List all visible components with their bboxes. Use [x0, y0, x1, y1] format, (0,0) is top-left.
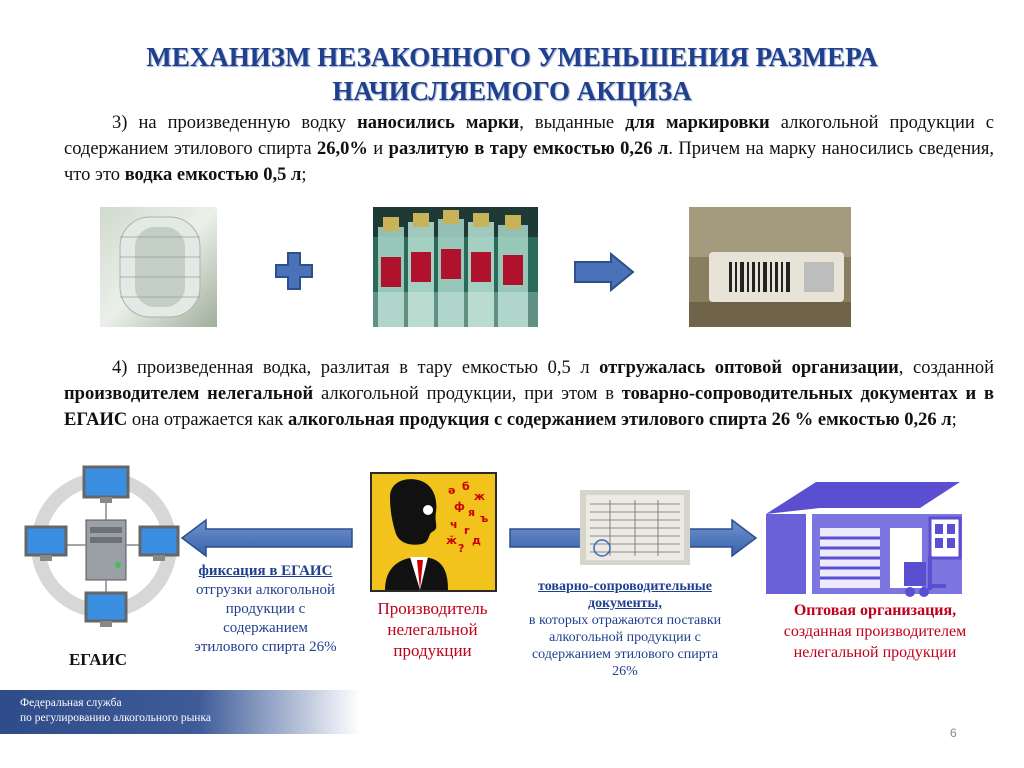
p3-bold-2: для маркировки [625, 113, 770, 133]
egais-fixation-link[interactable]: фиксация в ЕГАИС [198, 563, 333, 579]
svg-text:я: я [468, 506, 476, 519]
svg-text:ч: ч [450, 518, 458, 531]
producer-caption-line-3: продукции [393, 641, 472, 660]
p4-text-1: 4) произведенная водка, разлитая в тару емкостью 0,5 л [112, 358, 600, 378]
egais-caption-line-4: этилового спирта 26% [194, 639, 337, 655]
slide-title [60, 40, 964, 108]
right-arrow-icon [573, 252, 635, 292]
egais-network-icon [22, 465, 182, 645]
server-icon [86, 520, 126, 580]
footer-line-2: по регулированию алкогольного рынка [20, 712, 211, 724]
p3-text-6: ; [301, 165, 307, 185]
wholesale-caption-line-2: нелегальной продукции [793, 644, 957, 661]
svg-text:r: r [464, 524, 470, 537]
svg-text:?: ? [458, 542, 465, 555]
producer-caption [355, 598, 510, 661]
p3-bold-3: 26,0% [317, 139, 368, 159]
paragraph-3 [64, 110, 994, 188]
p4-bold-1: отгружалась оптовой организации [599, 358, 899, 378]
egais-caption-line-3: содержанием [223, 620, 308, 636]
excise-stamp-closeup-photo [689, 207, 851, 327]
egais-fixation-caption [178, 562, 353, 657]
wholesale-caption [755, 600, 995, 663]
title-line-1: МЕХАНИЗМ НЕЗАКОННОГО УМЕНЬШЕНИЯ РАЗМЕРА [146, 42, 878, 72]
footer-text [20, 696, 211, 726]
monitor-icon-left [26, 527, 66, 561]
wholesale-caption-line-1: созданная производителем [783, 623, 967, 640]
forklift-icon [898, 556, 948, 598]
svg-text:ж: ж [474, 490, 485, 503]
wholesale-caption-title: Оптовая организация, [793, 602, 957, 619]
footer-banner [0, 690, 360, 734]
p3-text-3: алкогольной продукции с содержанием этилового спирта [64, 113, 995, 159]
monitor-icon-right [140, 527, 178, 561]
left-arrow-icon [180, 518, 355, 558]
vodka-bottles-photo [373, 207, 538, 327]
monitor-icon-bottom [86, 593, 126, 627]
svg-text:б: б [462, 480, 470, 493]
svg-text:ф: ф [454, 500, 465, 513]
producer-speaking-icon [370, 472, 497, 592]
footer-line-1: Федеральная служба [20, 697, 122, 709]
p3-text-2: , выданные [519, 113, 626, 133]
producer-caption-line-2: нелегальной [387, 620, 478, 639]
excise-stamps-roll-photo [100, 207, 217, 327]
shipping-document-photo [580, 490, 690, 565]
title-line-2: НАЧИСЛЯЕМОГО АКЦИЗА [332, 76, 692, 106]
p4-text-4: она отражается как [127, 410, 289, 430]
p3-bold-5: водка емкостью 0,5 л [124, 165, 302, 185]
p4-text-5: ; [951, 410, 957, 430]
docs-caption-line-4: 26% [612, 664, 638, 679]
docs-caption-line-2: алкогольной продукции с [549, 630, 701, 645]
p4-text-2: , созданной [898, 358, 994, 378]
p4-bold-2: производителем нелегальной [64, 384, 314, 404]
docs-caption-line-1: в которых отражаются поставки [528, 613, 722, 628]
shipping-documents-link-2[interactable]: документы, [588, 596, 662, 611]
p4-bold-3: товарно-сопроводительных документах и в ЕГАИС [64, 384, 994, 430]
svg-text:ə: ə [448, 484, 456, 497]
shipping-documents-link-1[interactable]: товарно-сопроводительные [538, 579, 712, 594]
svg-text:ъ: ъ [480, 512, 489, 525]
producer-caption-line-1: Производитель [377, 599, 488, 618]
page-number: 6 [950, 726, 957, 740]
p3-bold-1: наносились марки [357, 113, 520, 133]
monitor-icon-top [84, 467, 128, 503]
docs-caption-line-3: содержанием этилового спирта [531, 647, 719, 662]
egais-caption-line-2: продукции с [225, 601, 306, 617]
p3-text-4: и [367, 139, 389, 159]
paragraph-4 [64, 355, 994, 433]
egais-caption-line-1: отгрузки алкогольной [195, 582, 336, 598]
p3-text-5: . Причем на марку наносились сведения, что это [64, 139, 995, 185]
plus-icon [274, 251, 314, 291]
p4-text-3: алкогольной продукции, при этом в [313, 384, 622, 404]
svg-text:ӂ: ӂ [446, 534, 457, 547]
p3-bold-4: разлитую в тару емкостью 0,26 л [388, 139, 669, 159]
p3-text-1: 3) на произведенную водку [112, 113, 358, 133]
shipping-documents-caption [500, 578, 750, 680]
svg-text:д: д [472, 534, 481, 547]
p4-bold-4: алкогольная продукция с содержанием этилового спирта 26 % емкостью 0,26 л [288, 410, 952, 430]
egais-label: ЕГАИС [68, 650, 128, 669]
